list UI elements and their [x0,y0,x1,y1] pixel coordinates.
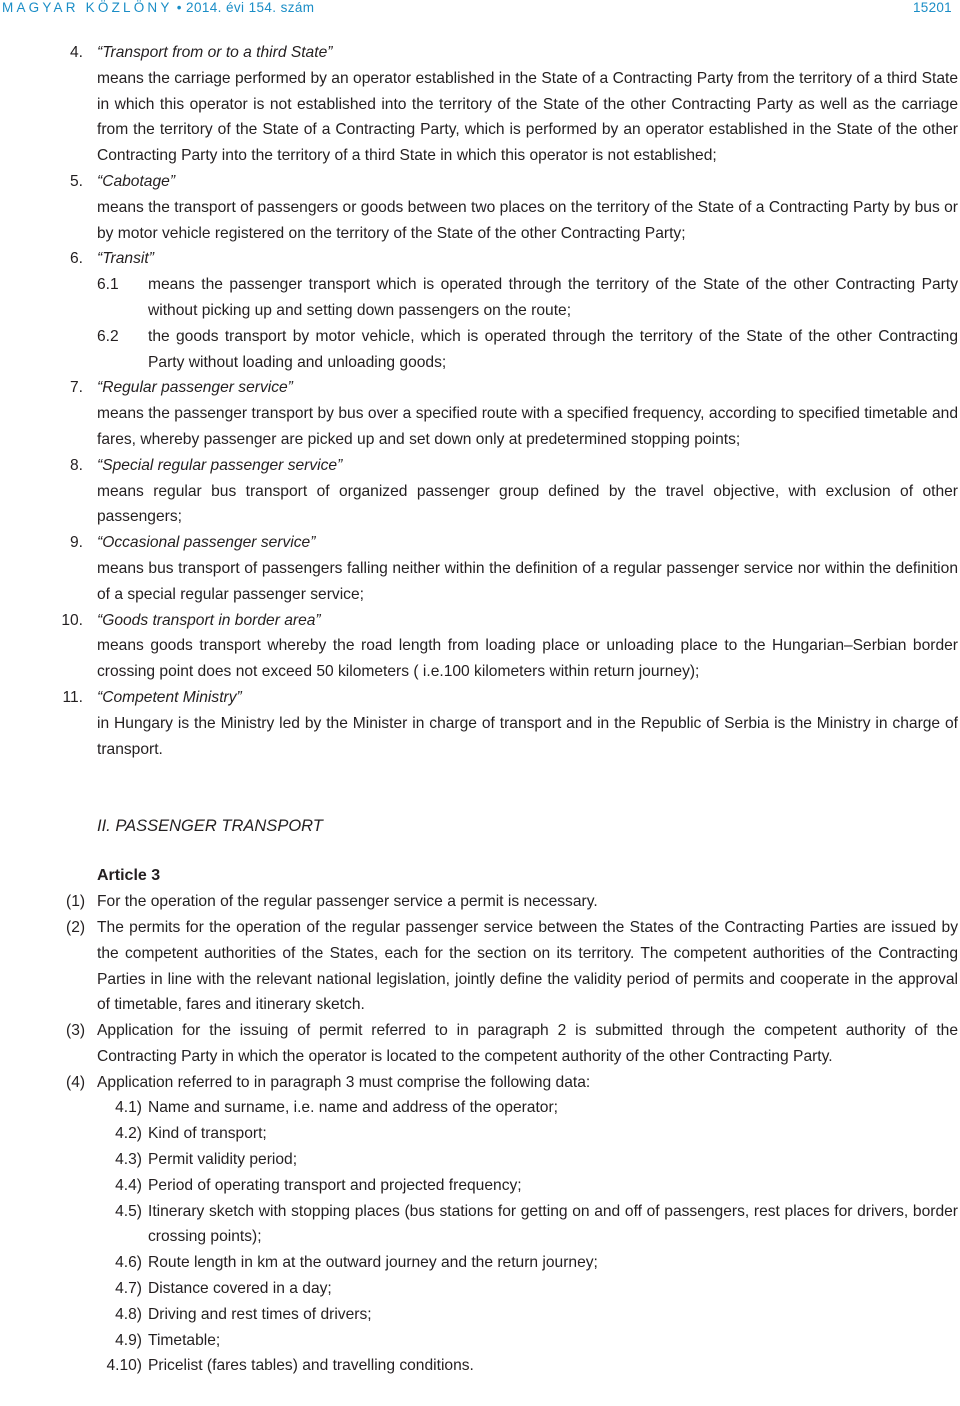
list-item-text: Driving and rest times of drivers; [148,1305,372,1323]
definition-item [0,608,960,685]
data-list-item [0,1121,960,1147]
list-item-number: 4.4) [115,1176,142,1194]
subitem-text: means the passenger transport which is operated through the territory of the State of the other Contracting Party without picking up and setting down passengers on the route; [148,276,958,319]
definition-text: means the carriage performed by an operator established in the State of a Contracting Party from the territory of a third State in which this operator is not established into the territory of the State of the other Contracting Party as well as the carriage from the territory of the State of a Contracting Party, which is performed by an operator established in the State of the other Contracting Party into the territory of a third State in which this operator is not established; [97,69,958,165]
definition-text: means regular bus transport of organized passenger group defined by the travel objective, with exclusion of other passengers; [97,482,958,526]
definition-text: in Hungary is the Ministry led by the Minister in charge of transport and in the Republic of Serbia is the Ministry in charge of transport. [97,714,958,758]
definition-number: 4. [69,44,83,61]
definition-term: “Occasional passenger service” [97,534,316,552]
definition-number: 8. [69,456,83,474]
definition-term: “Transport from or to a third State” [97,44,333,61]
definition-text: means goods transport whereby the road length from loading place or unloading place to the Hungarian–Serbian border crossing point does not exceed 50 kilometers ( i.e.100 kilometers within return journey); [97,637,958,681]
definition-term: “Goods transport in border area” [97,611,321,629]
definition-term: “Special regular passenger service” [97,456,343,474]
article-title: Article 3 [97,867,161,885]
subitem-text: the goods transport by motor vehicle, which is operated through the territory of the State of the other Contracting Party without loading and unloading goods; [148,327,958,371]
definition-term: “Transit” [97,250,154,268]
subitem-number: 6.2 [97,327,119,345]
definition-number: 5. [69,172,83,190]
article-paragraph [0,915,960,1018]
document-body [0,40,960,1379]
issue-label: 2014. évi 154. szám [186,0,315,15]
paragraph-text: For the operation of the regular passenger service a permit is necessary. [97,893,598,911]
definition-item [0,453,960,530]
list-item-text: Permit validity period; [148,1151,298,1169]
list-item-number: 4.3) [115,1151,142,1169]
definition-term: “Competent Ministry” [97,688,242,706]
page-header [0,0,960,22]
list-item-number: 4.1) [115,1099,142,1117]
list-item-number: 4.7) [115,1280,142,1298]
definition-number: 6. [69,250,83,268]
paragraph-number: (4) [66,1073,86,1091]
list-item-text: Pricelist (fares tables) and travelling conditions. [148,1357,474,1375]
list-item-number: 4.8) [115,1305,142,1323]
list-item-text: Itinerary sketch with stopping places (bus stations for getting on and off of passengers, rest places for drivers, border crossing points); [148,1202,958,1246]
data-list-item [0,1276,960,1302]
list-item-text: Timetable; [148,1331,221,1349]
paragraph-number: (3) [66,1022,86,1040]
definition-item [0,40,960,169]
data-list-item [0,1353,960,1379]
data-list-item [0,1199,960,1251]
subitem-number: 6.1 [97,276,119,294]
definition-subitem [0,272,960,324]
definition-text: means the passenger transport by bus over a specified route with a specified frequency, according to specified timetable and fares, whereby passenger are picked up and set down only at predetermined stopping points; [97,405,958,448]
paragraph-number: (1) [66,893,86,911]
definition-item [0,530,960,607]
definition-text: means bus transport of passengers falling neither within the definition of a regular passenger service nor within the definition of a special regular passenger service; [97,559,958,603]
header-left [2,0,314,15]
article-paragraph [0,1018,960,1070]
definition-number: 10. [61,611,83,629]
header-separator: • [176,0,182,15]
article-paragraph [0,889,960,915]
definition-term: “Cabotage” [97,172,176,190]
data-list-item [0,1302,960,1328]
data-list-item [0,1173,960,1199]
data-list-item [0,1095,960,1121]
list-item-number: 4.10) [106,1357,142,1375]
definition-item [0,685,960,762]
definition-number: 9. [69,534,83,552]
journal-name: MAGYAR KÖZLÖNY [2,0,173,15]
list-item-text: Distance covered in a day; [148,1280,332,1298]
definition-item [0,375,960,452]
paragraph-number: (2) [66,918,86,936]
definition-term: “Regular passenger service” [97,379,293,397]
list-item-number: 4.9) [115,1331,142,1349]
list-item-text: Period of operating transport and projected frequency; [148,1176,522,1194]
paragraph-text: Application referred to in paragraph 3 must comprise the following data: [97,1073,591,1091]
definition-number: 11. [62,688,83,706]
definition-number: 7. [69,379,83,397]
data-list-item [0,1328,960,1354]
definition-item [0,246,960,272]
list-item-text: Route length in km at the outward journey and the return journey; [148,1254,598,1272]
list-item-text: Name and surname, i.e. name and address of the operator; [148,1099,559,1117]
list-item-number: 4.5) [115,1202,142,1220]
list-item-text: Kind of transport; [148,1125,267,1143]
list-item-number: 4.2) [115,1125,142,1143]
list-item-number: 4.6) [115,1254,142,1272]
paragraph-text: The permits for the operation of the regular passenger service between the States of the Contracting Parties are issued by the competent authorities of the States, each for the section on its territory. The competent authorities of the Contracting Parties in line with the relevant national legislation, jointly define the validity period of permits and cooperate in the approval of timetable, fares and itinerary sketch. [97,918,958,1014]
section-title: II. PASSENGER TRANSPORT [97,817,323,836]
article-paragraph [0,1070,960,1096]
definition-text: means the transport of passengers or goods between two places on the territory of the State of a Contracting Party by bus or by motor vehicle registered on the territory of the State of the other Contracting Party; [97,198,958,242]
data-list-item [0,1147,960,1173]
data-list-item [0,1250,960,1276]
paragraph-text: Application for the issuing of permit referred to in paragraph 2 is submitted through the competent authority of the Contracting Party in which the operator is located to the competent authority of the other Contracting Party. [97,1022,958,1065]
definition-subitem [0,324,960,376]
page-number: 15201 [912,0,952,15]
definition-item [0,169,960,246]
